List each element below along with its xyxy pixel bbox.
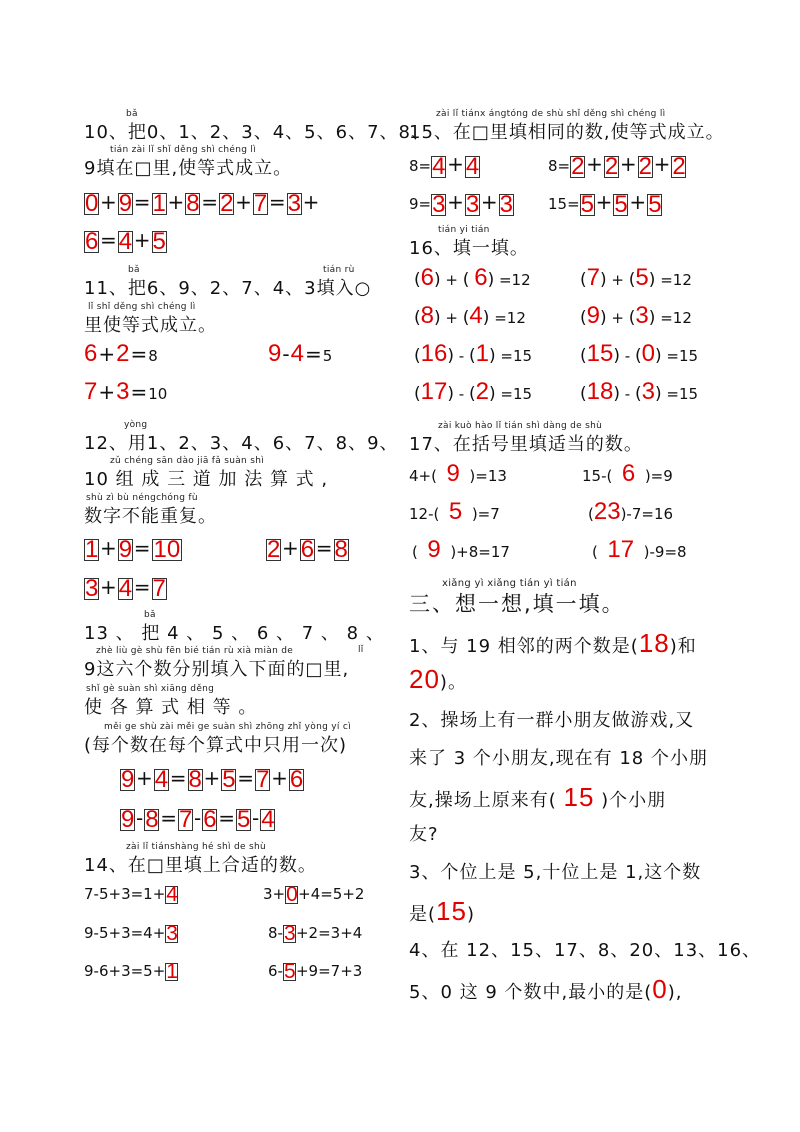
answer-box[interactable]: 5 <box>222 765 236 793</box>
answer-box[interactable]: 0 <box>85 189 99 217</box>
q10-pinyin-2: tián zài lǐ shǐ děng shì chéng lì <box>110 145 256 155</box>
equation-result: =15 <box>666 347 699 365</box>
answer-box[interactable]: 4 <box>465 152 480 180</box>
q13-pinyin-3: shǐ gè suàn shì xiāng děng <box>86 684 215 694</box>
s3-p3-line-1: 3、个位上是 5,十位上是 1,这个数 <box>409 862 702 883</box>
answer-value: 2 <box>475 378 489 405</box>
s3-p1-line-2 <box>409 664 467 695</box>
q16-row-2-right: (9) + (3) =12 <box>580 302 692 329</box>
answer-box[interactable]: 3 <box>166 921 178 945</box>
q17-row-3-right <box>592 536 687 564</box>
answer-value: 5 <box>635 264 649 291</box>
answer-value: 15 <box>586 340 614 367</box>
answer-box[interactable]: 4 <box>261 805 275 833</box>
s3-p3-line-2 <box>409 896 475 927</box>
q10-pinyin-1: bǎ <box>126 109 138 119</box>
q13-pinyin-1b: lǐ <box>358 645 364 655</box>
q13-line-4: (每个数在每个算式中只用一次) <box>84 735 348 756</box>
q12-equation-2: 2+6=8 <box>267 535 348 563</box>
q15-equation-4: 15=5+5+5 <box>548 190 662 218</box>
answer-value: 6 <box>621 460 636 487</box>
q11-line-1: 11、把6、9、2、7、4、3填入○ <box>84 278 372 299</box>
equation-text: ( <box>592 543 598 561</box>
answer-box[interactable]: 4 <box>118 574 133 602</box>
answer-value: 4 <box>290 340 304 367</box>
equation-text: +4=5+2 <box>298 885 365 903</box>
answer-box[interactable]: 2 <box>638 152 653 180</box>
q15-equation-1: 8=4+4 <box>409 152 480 180</box>
answer-value: 15 <box>563 782 595 812</box>
answer-value: 7 <box>84 378 98 405</box>
equation-text: 3+ <box>263 885 286 903</box>
answer-box[interactable]: 3 <box>499 190 514 218</box>
answer-box[interactable]: 2 <box>672 152 686 180</box>
answer-box[interactable]: 2 <box>220 189 234 217</box>
equation-result: =12 <box>660 309 692 327</box>
equation-result: 5 <box>322 347 333 365</box>
answer-box[interactable]: 3 <box>432 190 446 218</box>
q13-pinyin-2: zhè liù gè shù fēn bié tián rù xià miàn de <box>96 646 294 656</box>
answer-box[interactable]: 7 <box>178 805 193 833</box>
q11-pinyin-1: bǎ <box>128 265 140 275</box>
q13-equation-row-1: 9+4=8+5=7+6 <box>121 765 304 793</box>
q11-pinyin-2: lǐ shǐ děng shì chéng lì <box>88 302 196 312</box>
equation-result: 8 <box>148 347 158 365</box>
answer-value: 9 <box>446 460 460 487</box>
equation-result: =15 <box>500 347 533 365</box>
q15-equation-3: 9=3+3+3 <box>409 190 514 218</box>
q13-line-2: 9这六个数分别填入下面的□里, <box>84 659 350 680</box>
operator: - <box>624 385 631 403</box>
operator: - <box>624 347 631 365</box>
answer-box[interactable]: 4 <box>166 882 178 906</box>
q16-row-3-right: (15) - (0) =15 <box>580 340 699 367</box>
q10-equation-1: 0+9=1+8=2+7=3+ <box>85 189 320 217</box>
q14-line-1: 14、在□里填上合适的数。 <box>84 855 317 876</box>
answer-value: 23 <box>593 498 621 525</box>
answer-value: 9 <box>268 340 282 367</box>
equation-text: )-9=8 <box>643 543 687 561</box>
q13-pinyin-4: měi ge shù zài měi ge suàn shì zhōng zhǐ yòng yí cì <box>104 722 351 732</box>
answer-value: 18 <box>586 378 614 405</box>
answer-value: 3 <box>641 378 655 405</box>
answer-box[interactable]: 9 <box>118 535 133 563</box>
answer-box[interactable]: 3 <box>287 189 301 217</box>
equation-text: 9= <box>409 195 432 213</box>
q14-pinyin-1: zài lǐ tiánshàng hé shì de shù <box>126 842 266 852</box>
answer-box[interactable]: 5 <box>236 805 251 833</box>
answer-value: 9 <box>427 536 441 563</box>
q17-row-1-left <box>409 460 507 488</box>
answer-value: 15 <box>436 896 467 926</box>
answer-value: 18 <box>638 628 670 658</box>
answer-value: 20 <box>409 664 440 694</box>
answer-box[interactable]: 5 <box>580 190 595 218</box>
q15-pinyin-1: zài lǐ tiánx ángtóng de shù shǐ děng shì chéng lì <box>436 109 666 119</box>
answer-box[interactable]: 5 <box>648 190 662 218</box>
equation-text: )=9 <box>644 467 673 485</box>
q16-pinyin-1: tián yi tián <box>438 225 490 235</box>
answer-value: 3 <box>635 302 649 329</box>
q12-line-1: 12、用1、2、3、4、6、7、8、9、 <box>84 433 399 454</box>
answer-box[interactable]: 2 <box>571 152 585 180</box>
answer-box[interactable]: 1 <box>85 535 99 563</box>
equation-text: +9=7+3 <box>295 962 363 980</box>
s3-p2-line-4: 友? <box>409 824 439 845</box>
q16-row-1-right: (7) + (5) =12 <box>580 264 692 291</box>
q17-pinyin-1: zài kuò hào lǐ tián shì dàng de shù <box>438 421 603 431</box>
answer-box[interactable]: 4 <box>154 765 169 793</box>
q12-line-2: 10 组 成 三 道 加 法 算 式 , <box>84 469 329 490</box>
answer-value: 9 <box>586 302 600 329</box>
q15-line-1: 15、在□里填相同的数,使等式成立。 <box>409 122 725 143</box>
problem-text: 1、与 19 相邻的两个数是( <box>409 636 639 657</box>
equation-text: +2=3+4 <box>295 924 363 942</box>
equation-text: ( <box>588 505 594 523</box>
problem-text: )个小朋 <box>601 790 667 811</box>
equation-text: 8- <box>268 924 283 942</box>
q11-pinyin-1b: tián rù <box>323 265 355 275</box>
answer-box[interactable]: 5 <box>152 227 166 255</box>
q16-line-1: 16、填一填。 <box>409 238 529 259</box>
answer-box[interactable]: 1 <box>152 189 166 217</box>
q12-equation-1: 1+9= 10 <box>85 535 181 563</box>
answer-box[interactable]: 8 <box>188 765 202 793</box>
equation-text: 9-6+3=5+ <box>84 962 166 980</box>
answer-box[interactable]: 6 <box>203 805 217 833</box>
operator: + <box>611 309 624 327</box>
equation-text: 12-( <box>409 505 440 523</box>
answer-box[interactable]: 3 <box>465 190 480 218</box>
equation-text: 15-( <box>582 467 613 485</box>
s3-p4-line-1: 4、在 12、15、17、8、20、13、16、 <box>409 940 762 961</box>
s3-p2-line-1: 2、操场上有一群小朋友做游戏,又 <box>409 710 695 731</box>
q11-equation-a: 6+2=8 <box>84 340 158 367</box>
answer-box[interactable]: 3 <box>85 574 99 602</box>
q16-row-4-left: (17) - (2) =15 <box>414 378 533 405</box>
answer-box[interactable]: 4 <box>432 152 446 180</box>
answer-value: 3 <box>116 378 130 405</box>
q13-line-3: 使 各 算 式 相 等 。 <box>84 697 258 718</box>
equation-text: 7-5+3=1+ <box>84 885 166 903</box>
answer-box[interactable]: 9 <box>121 805 135 833</box>
s3-p4-line-2 <box>409 974 682 1005</box>
answer-box[interactable]: 6 <box>85 227 99 255</box>
answer-value: 17 <box>420 378 448 405</box>
q13-line-1: 13 、 把 4 、 5 、 6 、 7 、 8 、 <box>84 623 385 644</box>
equation-text: )+8=17 <box>450 543 510 561</box>
q13-pinyin-1: bǎ <box>144 610 156 620</box>
answer-box[interactable]: 1 <box>166 959 178 983</box>
equation-result: =15 <box>666 385 699 403</box>
equation-text: 15= <box>548 195 580 213</box>
q12-line-3: 数字不能重复。 <box>84 506 217 527</box>
equation-text: 8= <box>548 157 571 175</box>
q17-row-1-right <box>582 460 673 488</box>
answer-value: 17 <box>607 536 635 563</box>
answer-box[interactable]: 3 <box>283 921 296 945</box>
problem-text: )和 <box>669 636 697 657</box>
answer-value: 6 <box>474 264 488 291</box>
answer-box[interactable]: 4 <box>118 227 133 255</box>
problem-text: ), <box>667 982 683 1003</box>
q17-line-1: 17、在括号里填适当的数。 <box>409 434 643 455</box>
q10-line-2: 9填在□里,使等式成立。 <box>84 158 293 179</box>
answer-value: 6 <box>84 340 98 367</box>
equation-result: =12 <box>498 271 531 289</box>
equation-text: )=13 <box>469 467 507 485</box>
q16-row-1-left: (6) + ( 6) =12 <box>414 264 531 291</box>
equation-text: ( <box>412 543 418 561</box>
answer-box[interactable]: 2 <box>267 535 281 563</box>
q12-pinyin-3: shù zì bù néngchóng fù <box>86 493 198 503</box>
answer-box[interactable]: 8 <box>334 535 348 563</box>
answer-box[interactable]: 8 <box>186 189 200 217</box>
answer-value: 7 <box>586 264 600 291</box>
answer-value: 4 <box>469 302 483 329</box>
answer-value: 0 <box>652 974 668 1004</box>
answer-box[interactable]: 7 <box>256 765 270 793</box>
q16-row-3-left: (16) - (1) =15 <box>414 340 533 367</box>
q15-equation-2: 8=2+2+2+2 <box>548 152 686 180</box>
answer-box[interactable]: 5 <box>614 190 628 218</box>
answer-box[interactable]: 8 <box>145 805 159 833</box>
q12-pinyin-1: yòng <box>124 420 148 430</box>
q11-equation-c: 7+3=10 <box>84 378 168 405</box>
answer-value: 2 <box>116 340 130 367</box>
equation-result: =15 <box>500 385 533 403</box>
q12-pinyin-2: zǔ chéng sān dào jiā fǎ suàn shì <box>110 456 265 466</box>
answer-box[interactable]: 7 <box>253 189 268 217</box>
equation-text: 9-5+3=4+ <box>84 924 166 942</box>
problem-text: 友,操场上原来有( <box>409 790 557 811</box>
equation-result: =12 <box>494 309 526 327</box>
problem-text: ) <box>466 904 475 925</box>
operator: - <box>458 347 465 365</box>
q12-equation-3: 3+4=7 <box>85 574 166 602</box>
answer-value: 16 <box>420 340 448 367</box>
answer-value: 1 <box>475 340 489 367</box>
q11-line-2: 里使等式成立。 <box>84 315 217 336</box>
answer-box[interactable]: 6 <box>289 765 304 793</box>
answer-box[interactable]: 7 <box>152 574 166 602</box>
q17-row-2-right <box>588 498 673 526</box>
s3-p1-line <box>409 628 697 659</box>
equation-result: =12 <box>660 271 692 289</box>
equation-text: 4+( <box>409 467 437 485</box>
equation-text: 8= <box>409 157 432 175</box>
answer-box[interactable]: 0 <box>286 882 298 906</box>
q16-row-2-left: (8) + (4) =12 <box>414 302 526 329</box>
operator: + <box>445 271 458 289</box>
answer-box[interactable]: 9 <box>118 189 133 217</box>
operator: + <box>445 309 458 327</box>
operator: + <box>611 271 624 289</box>
answer-value: 5 <box>448 498 463 525</box>
q16-row-4-right: (18) - (3) =15 <box>580 378 699 405</box>
section3-title: 三、想一想,填一填。 <box>409 592 625 616</box>
answer-box[interactable]: 9 <box>121 765 135 793</box>
answer-value: 6 <box>420 264 434 291</box>
answer-box[interactable]: 2 <box>604 152 619 180</box>
equation-text: )=7 <box>471 505 500 523</box>
problem-text: )。 <box>439 672 467 693</box>
answer-value: 0 <box>641 340 655 367</box>
problem-text: 5、0 这 9 个数中,最小的是( <box>409 982 653 1003</box>
problem-text: 是( <box>409 904 437 925</box>
section3-pinyin: xiǎng yì xiǎng tián yì tián <box>442 578 577 589</box>
answer-box[interactable]: 5 <box>283 959 296 983</box>
operator: - <box>458 385 465 403</box>
answer-box[interactable]: 6 <box>300 535 315 563</box>
answer-value: 8 <box>420 302 434 329</box>
q13-equation-row-2: 9-8=7-6=5-4 <box>121 805 275 833</box>
answer-box[interactable]: 10 <box>153 535 181 563</box>
equation-text: 6- <box>268 962 283 980</box>
q10-line-1: 10、把0、1、2、3、4、5、6、7、8、 <box>84 122 430 143</box>
q10-equation-2: 6=4+5 <box>85 227 166 255</box>
q11-equation-b: 9-4=5 <box>268 340 333 367</box>
q17-row-2-left <box>409 498 500 526</box>
equation-result: 10 <box>148 385 168 403</box>
q17-row-3-left <box>412 536 510 564</box>
equation-text: )-7=16 <box>620 505 674 523</box>
s3-p2-line-2: 来了 3 个小朋友,现在有 18 个小朋 <box>409 748 708 769</box>
s3-p2-line-3 <box>409 782 666 813</box>
